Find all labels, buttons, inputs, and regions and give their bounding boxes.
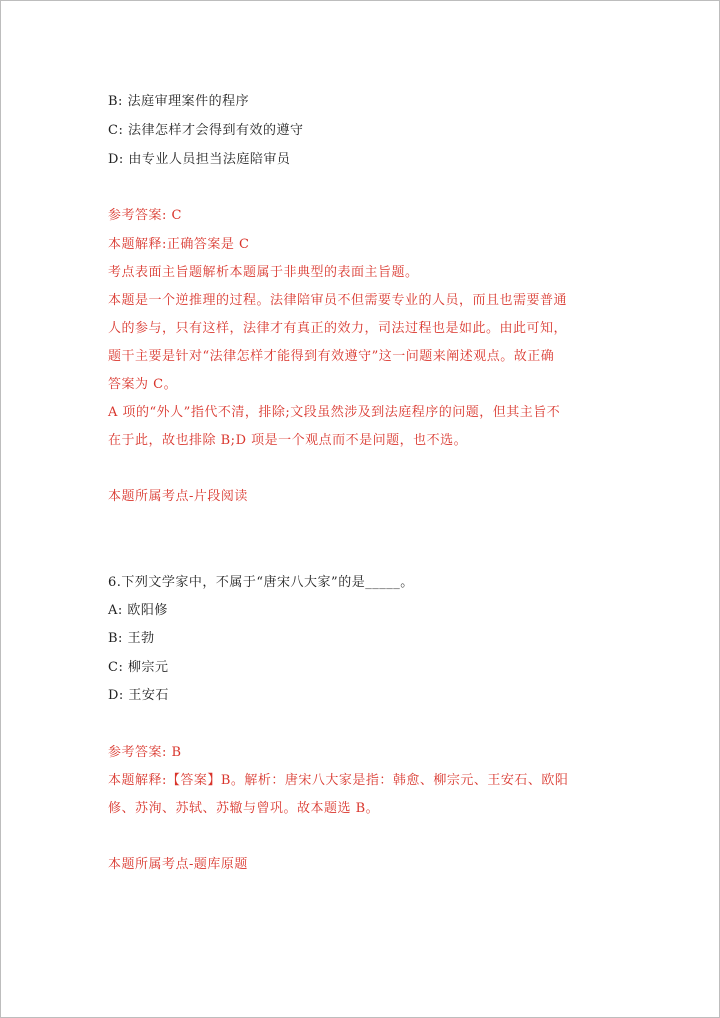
q5-option-c: C: 法律怎样才会得到有效的遵守 <box>108 123 304 138</box>
q5-analysis-line: 人的参与，只有这样，法律才有真正的效力，司法过程也是如此。由此可知， <box>108 321 568 336</box>
q6-answer: 参考答案: B <box>108 745 182 760</box>
q6-question: 6.下列文学家中，不属于“唐宋八大家”的是_____。 <box>108 575 414 590</box>
q6-option-c: C: 柳宗元 <box>108 660 169 675</box>
q5-option-b: B: 法庭审理案件的程序 <box>108 94 250 109</box>
q6-option-d: D: 王安石 <box>108 688 169 703</box>
q5-answer: 参考答案: C <box>108 208 182 223</box>
q6-explanation-line: 本题解释:【答案】B。解析：唐宋八大家是指：韩愈、柳宗元、王安石、欧阳 <box>108 773 569 788</box>
q5-analysis-line: 本题是一个逆推理的过程。法律陪审员不但需要专业的人员，而且也需要普通 <box>108 293 568 308</box>
q6-option-b: B: 王勃 <box>108 631 155 646</box>
q5-explanation-label: 本题解释:正确答案是 C <box>108 237 250 252</box>
q6-topic: 本题所属考点-题库原题 <box>108 857 248 872</box>
q6-option-a: A: 欧阳修 <box>108 603 168 618</box>
q5-analysis-line: 答案为 C。 <box>108 377 178 392</box>
q5-analysis-line: A 项的“外人”指代不清，排除;文段虽然涉及到法庭程序的问题，但其主旨不 <box>108 405 561 420</box>
q6-explanation-line: 修、苏洵、苏轼、苏辙与曾巩。故本题选 B。 <box>108 801 380 816</box>
q5-analysis-line: 在于此，故也排除 B;D 项是一个观点而不是问题，也不选。 <box>108 433 468 448</box>
q5-option-d: D: 由专业人员担当法庭陪审员 <box>108 152 291 167</box>
q5-analysis-line: 题干主要是针对“法律怎样才能得到有效遵守”这一问题来阐述观点。故正确 <box>108 349 555 364</box>
q5-analysis-line: 考点表面主旨题解析本题属于非典型的表面主旨题。 <box>108 265 419 280</box>
q5-topic: 本题所属考点-片段阅读 <box>108 489 248 504</box>
